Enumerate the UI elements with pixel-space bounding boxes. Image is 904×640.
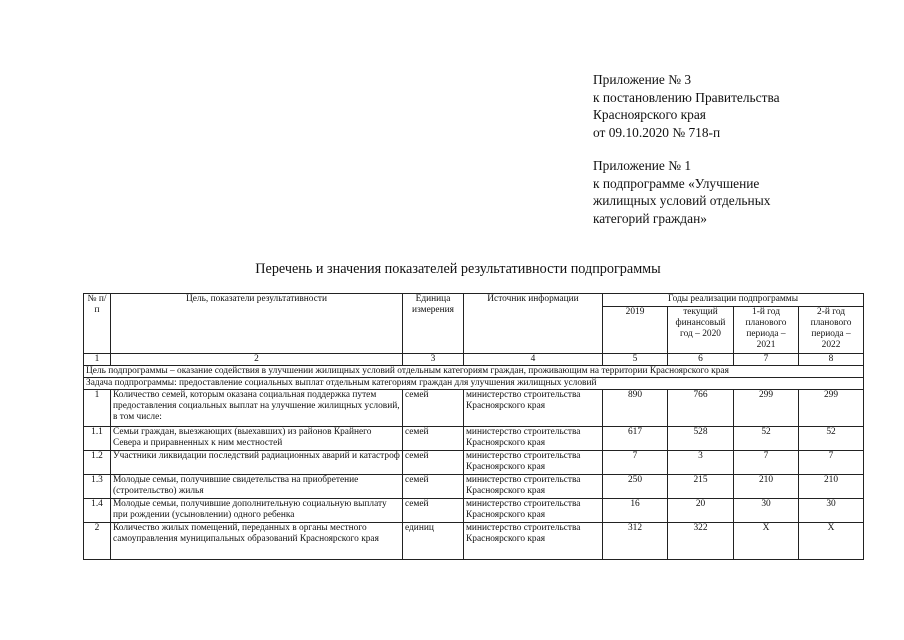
row-value-2022: X [799, 523, 864, 560]
table-row [84, 427, 864, 451]
task-row: Задача подпрограммы: предоставление социальных выплат отдельным категориям граждан для улучшения жилищных условий [84, 378, 864, 390]
column-number: 3 [403, 354, 464, 366]
row-value-2019: 890 [603, 390, 668, 427]
header-2019: 2019 [603, 307, 668, 354]
header-plan-year-1: 1-й год планового периода – 2021 [734, 307, 799, 354]
annex-3-line: к постановлению Правительства [593, 89, 780, 105]
annex-3-line: от 09.10.2020 № 718-п [593, 124, 721, 140]
row-source: министерство строительства Красноярского края [464, 523, 603, 560]
row-value-2022: 210 [799, 475, 864, 499]
column-number: 8 [799, 354, 864, 366]
row-value-2021: 299 [734, 390, 799, 427]
row-indicator: Молодые семьи, получившие свидетельства на приобретение (строительство) жилья [111, 475, 403, 499]
header-current-year: текущий финансовый год – 2020 [668, 307, 734, 354]
column-number: 7 [734, 354, 799, 366]
row-unit: семей [403, 451, 464, 475]
annex-3-line: Приложение № 3 [593, 72, 692, 87]
row-value-2020: 20 [668, 499, 734, 523]
column-number: 4 [464, 354, 603, 366]
annex-3-line: Красноярского края [593, 107, 706, 122]
row-value-2020: 322 [668, 523, 734, 560]
table-row [84, 451, 864, 475]
row-source: министерство строительства Красноярского края [464, 475, 603, 499]
row-unit: единиц [403, 523, 464, 560]
column-number: 5 [603, 354, 668, 366]
annex-1-line: категорий граждан» [593, 210, 707, 226]
header-unit: Единица измерения [403, 294, 464, 354]
table-row [84, 523, 864, 560]
row-value-2019: 617 [603, 427, 668, 451]
header-num: № п/п [84, 294, 111, 354]
annex-1-block [593, 157, 770, 227]
row-indicator: Количество жилых помещений, переданных в органы местного самоуправления муниципальных образований Красноярского края [111, 523, 403, 560]
header-plan-year-2: 2-й год планового периода – 2022 [799, 307, 864, 354]
annex-3-block [593, 71, 780, 141]
row-value-2022: 299 [799, 390, 864, 427]
row-value-2020: 528 [668, 427, 734, 451]
row-num: 1.1 [84, 427, 111, 451]
row-indicator: Участники ликвидации последствий радиационных аварий и катастроф [111, 451, 403, 475]
row-value-2019: 7 [603, 451, 668, 475]
row-value-2020: 215 [668, 475, 734, 499]
row-value-2022: 7 [799, 451, 864, 475]
indicators-table [83, 293, 864, 560]
annex-1-line: к подпрограмме «Улучшение [593, 175, 760, 191]
row-indicator: Молодые семьи, получившие дополнительную социальную выплату при рождении (усыновлении) одного ребенка [111, 499, 403, 523]
row-num: 1.3 [84, 475, 111, 499]
column-number: 1 [84, 354, 111, 366]
row-value-2021: 7 [734, 451, 799, 475]
row-value-2021: 210 [734, 475, 799, 499]
row-value-2020: 3 [668, 451, 734, 475]
annex-1-line: жилищных условий отдельных [593, 193, 771, 208]
row-source: министерство строительства Красноярского края [464, 427, 603, 451]
row-value-2019: 16 [603, 499, 668, 523]
row-value-2019: 312 [603, 523, 668, 560]
table-row [84, 499, 864, 523]
header-source: Источник информации [464, 294, 603, 354]
row-num: 2 [84, 523, 111, 560]
column-number: 6 [668, 354, 734, 366]
row-unit: семей [403, 390, 464, 427]
table-row [84, 390, 864, 427]
row-value-2019: 250 [603, 475, 668, 499]
row-value-2021: 30 [734, 499, 799, 523]
document-title: Перечень и значения показателей результативности подпрограммы [255, 261, 661, 277]
row-unit: семей [403, 499, 464, 523]
header-years: Годы реализации подпрограммы [603, 294, 864, 307]
row-value-2021: 52 [734, 427, 799, 451]
row-source: министерство строительства Красноярского края [464, 390, 603, 427]
row-source: министерство строительства Красноярского края [464, 451, 603, 475]
annex-1-line: Приложение № 1 [593, 158, 692, 173]
row-unit: семей [403, 427, 464, 451]
table-row [84, 475, 864, 499]
row-value-2021: X [734, 523, 799, 560]
row-num: 1 [84, 390, 111, 427]
row-source: министерство строительства Красноярского края [464, 499, 603, 523]
column-number: 2 [111, 354, 403, 366]
row-value-2022: 30 [799, 499, 864, 523]
row-num: 1.4 [84, 499, 111, 523]
row-value-2022: 52 [799, 427, 864, 451]
row-unit: семей [403, 475, 464, 499]
row-indicator: Семьи граждан, выезжающих (выехавших) из районов Крайнего Севера и приравненных к ним местностей [111, 427, 403, 451]
header-goal: Цель, показатели результативности [111, 294, 403, 354]
row-indicator: Количество семей, которым оказана социальная поддержка путем предоставления социальных выплат на улучшение жилищных условий, в том числе: [111, 390, 403, 427]
goal-row: Цель подпрограммы – оказание содействия в улучшении жилищных условий отдельным категориям граждан, проживающим на территории Красноярского края [84, 366, 864, 378]
row-value-2020: 766 [668, 390, 734, 427]
row-num: 1.2 [84, 451, 111, 475]
